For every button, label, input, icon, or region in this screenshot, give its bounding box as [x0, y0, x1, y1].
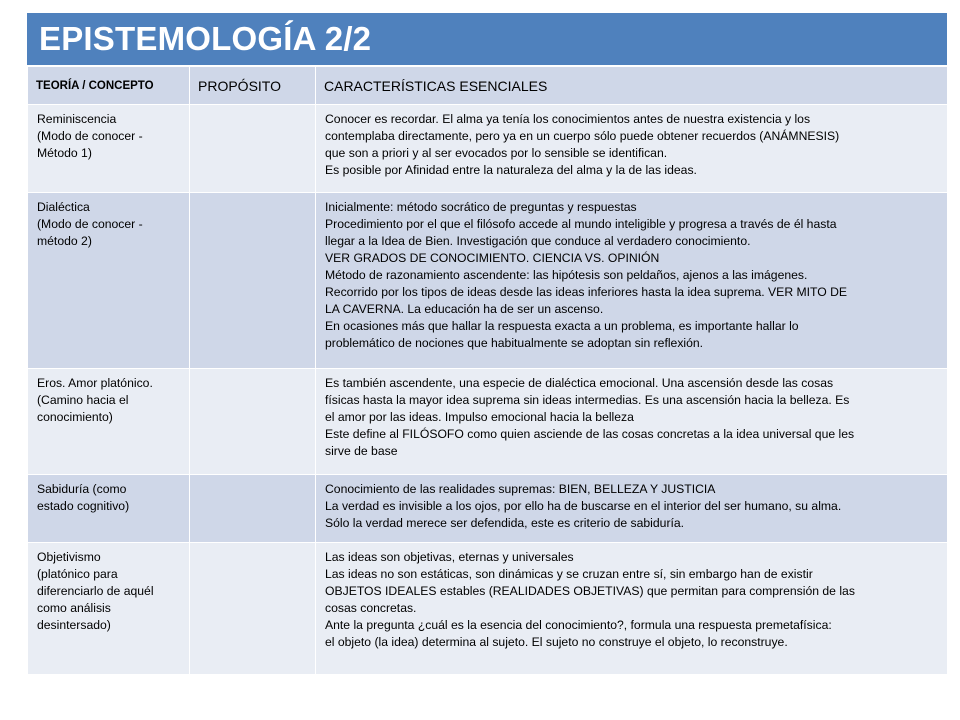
features-cell	[316, 193, 948, 369]
table-row	[28, 543, 948, 675]
feature-line: sirve de base	[325, 444, 398, 458]
concept-cell	[28, 369, 190, 475]
concept-line: como análisis	[37, 601, 111, 615]
feature-line: VER GRADOS DE CONOCIMIENTO. CIENCIA VS. OPINIÓN	[325, 251, 660, 265]
concept-line: Objetivismo	[37, 550, 101, 564]
feature-line: Recorrido por los tipos de ideas desde las ideas inferiores hasta la idea suprema. VER MITO DE	[325, 285, 848, 299]
table-header-row	[28, 67, 948, 105]
features-cell	[316, 369, 948, 475]
feature-line: Conocer es recordar. El alma ya tenía los conocimientos antes de nuestra existencia y los	[325, 112, 811, 126]
table-row	[28, 369, 948, 475]
feature-line: Ante la pregunta ¿cuál es la esencia del conocimiento?, formula una respuesta premetafísica:	[325, 618, 832, 632]
header-purpose: PROPÓSITO	[190, 67, 316, 105]
concept-line: conocimiento)	[37, 410, 113, 424]
feature-line: problemático de nociones que habitualmente se adoptan sin reflexión.	[325, 336, 704, 350]
feature-line: Procedimiento por el que el filósofo accede al mundo inteligible y progresa a través de él hasta	[325, 217, 837, 231]
table-body	[28, 105, 948, 675]
features-cell	[316, 475, 948, 543]
header-concept: TEORÍA / CONCEPTO	[28, 67, 190, 105]
feature-line: el objeto (la idea) determina al sujeto. El sujeto no construye el objeto, lo reconstruye.	[325, 635, 788, 649]
concept-cell	[28, 543, 190, 675]
concept-line: estado cognitivo)	[37, 499, 130, 513]
header-features: CARACTERÍSTICAS ESENCIALES	[316, 67, 948, 105]
slide-title: EPISTEMOLOGÍA 2/2	[27, 13, 947, 66]
feature-line: Método de razonamiento ascendente: las hipótesis son peldaños, ajenos a las imágenes.	[325, 268, 808, 282]
feature-line: que son a priori y al ser evocados por lo sensible se identifican.	[325, 146, 668, 160]
concept-line: Reminiscencia	[37, 112, 117, 126]
concept-line: (platónico para	[37, 567, 118, 581]
purpose-cell	[190, 105, 316, 193]
purpose-cell	[190, 369, 316, 475]
feature-line: Las ideas no son estáticas, son dinámicas y se cruzan entre sí, sin embargo han de existir	[325, 567, 813, 581]
concept-cell	[28, 105, 190, 193]
concept-line: diferenciarlo de aquél	[37, 584, 154, 598]
concept-line: Dialéctica	[37, 200, 90, 214]
slide	[27, 13, 947, 675]
concept-line: desintersado)	[37, 618, 111, 632]
concept-line: Sabiduría (como	[37, 482, 127, 496]
features-cell	[316, 105, 948, 193]
purpose-cell	[190, 543, 316, 675]
feature-line: Es también ascendente, una especie de dialéctica emocional. Una ascensión desde las cosas	[325, 376, 834, 390]
concept-line: método 2)	[37, 234, 92, 248]
feature-line: contemplaba directamente, pero ya en un cuerpo sólo puede obtener recuerdos (ANÁMNESIS)	[325, 129, 840, 143]
feature-line: físicas hasta la mayor idea suprema sin ideas intermedias. Es una ascensión hacia la belleza. Es	[325, 393, 850, 407]
concept-cell	[28, 193, 190, 369]
epistemology-table	[27, 66, 948, 675]
features-cell	[316, 543, 948, 675]
concept-line: (Modo de conocer -	[37, 129, 143, 143]
feature-line: LA CAVERNA. La educación ha de ser un ascenso.	[325, 302, 604, 316]
feature-line: Conocimiento de las realidades supremas: BIEN, BELLEZA Y JUSTICIA	[325, 482, 716, 496]
purpose-cell	[190, 475, 316, 543]
feature-line: el amor por las ideas. Impulso emocional hacia la belleza	[325, 410, 634, 424]
feature-line: Las ideas son objetivas, eternas y universales	[325, 550, 574, 564]
table-row	[28, 193, 948, 369]
feature-line: cosas concretas.	[325, 601, 417, 615]
concept-cell	[28, 475, 190, 543]
table-row	[28, 475, 948, 543]
feature-line: Inicialmente: método socrático de preguntas y respuestas	[325, 200, 637, 214]
concept-line: (Camino hacia el	[37, 393, 129, 407]
concept-line: Método 1)	[37, 146, 92, 160]
feature-line: En ocasiones más que hallar la respuesta exacta a un problema, es importante hallar lo	[325, 319, 799, 333]
feature-line: La verdad es invisible a los ojos, por ello ha de buscarse en el interior del ser humano, su alma.	[325, 499, 842, 513]
feature-line: llegar a la Idea de Bien. Investigación que conduce al verdadero conocimiento.	[325, 234, 751, 248]
concept-line: Eros. Amor platónico.	[37, 376, 153, 390]
feature-line: Es posible por Afinidad entre la naturaleza del alma y la de las ideas.	[325, 163, 697, 177]
feature-line: Este define al FILÓSOFO como quien asciende de las cosas concretas a la idea universal que les	[325, 427, 855, 441]
table-row	[28, 105, 948, 193]
concept-line: (Modo de conocer -	[37, 217, 143, 231]
feature-line: Sólo la verdad merece ser defendida, este es criterio de sabiduría.	[325, 516, 685, 530]
feature-line: OBJETOS IDEALES estables (REALIDADES OBJETIVAS) que permitan para comprensión de las	[325, 584, 855, 598]
purpose-cell	[190, 193, 316, 369]
